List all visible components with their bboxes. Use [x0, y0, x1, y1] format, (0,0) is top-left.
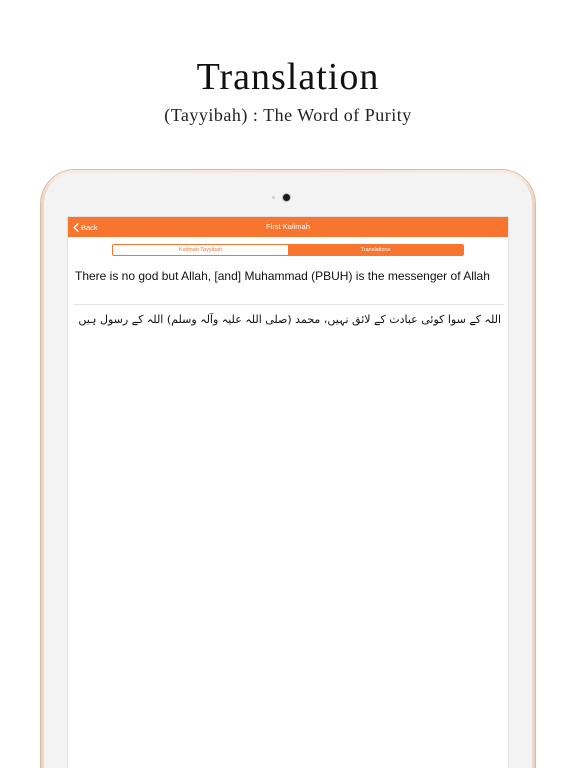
english-translation: There is no god but Allah, [and] Muhammad (PBUH) is the messenger of Allah [75, 269, 490, 283]
chevron-left-icon [73, 223, 79, 232]
promo-subtitle: (Tayyibah) : The Word of Purity [164, 105, 412, 125]
segment-translations[interactable]: Translations [288, 245, 463, 255]
back-button-label: Back [81, 222, 98, 232]
segmented-control [112, 244, 464, 256]
tablet-bezel [44, 173, 532, 768]
urdu-translation: اللہ کے سوا کوئی عبادت کے لائق نہیں، محمد (صلی اللہ علیہ وآلہ وسلم) اللہ کے رسول ہیں [78, 313, 501, 326]
content-divider [74, 304, 504, 305]
front-camera [283, 194, 290, 201]
app-screen [68, 217, 508, 768]
nav-title: First Kalimah [266, 222, 310, 231]
ambient-sensor [272, 196, 275, 199]
back-button[interactable] [73, 217, 98, 237]
tablet-device-frame [41, 170, 535, 768]
promo-title: Translation [196, 56, 380, 98]
navigation-bar [68, 217, 508, 237]
segment-kalimah-tayyibah[interactable]: Kalimah Tayyibah [113, 245, 288, 255]
